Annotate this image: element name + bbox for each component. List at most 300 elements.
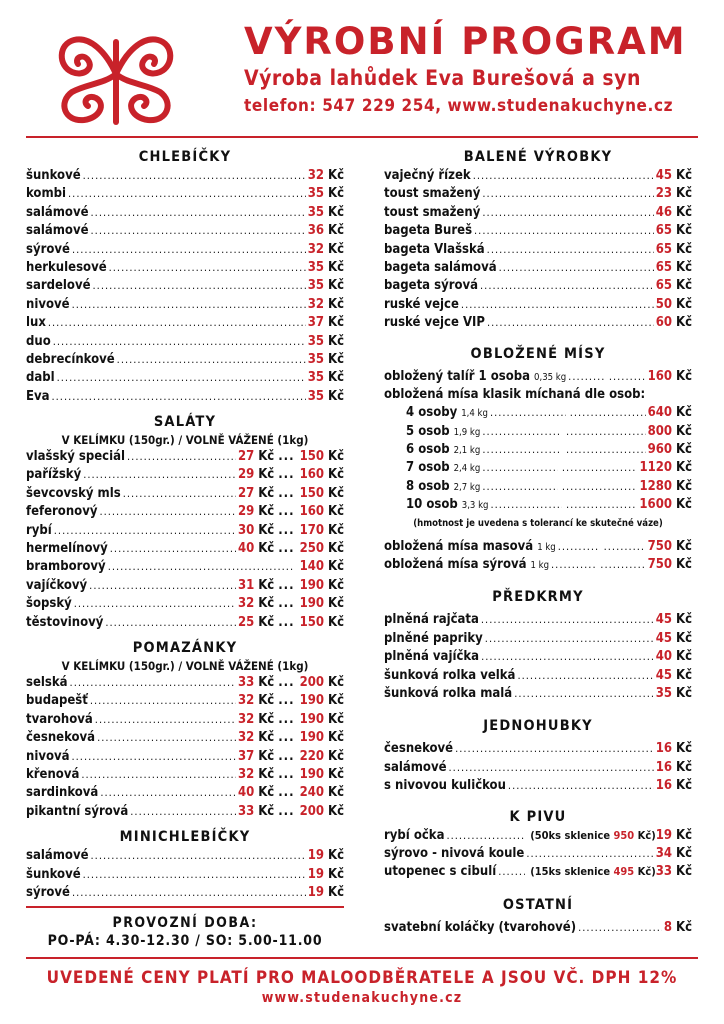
leader-dots — [482, 441, 562, 459]
leader-dots — [490, 496, 561, 514]
page-title: VÝROBNÍ PROGRAM — [244, 20, 687, 63]
leader-dots — [562, 459, 638, 477]
company-name: Výroba lahůdek Eva Burešová a syn — [244, 66, 641, 90]
leader-dots — [95, 711, 236, 729]
item-price-kg: 190 — [299, 577, 324, 593]
item-name: hermelínový — [26, 541, 108, 557]
currency: Kč — [328, 388, 344, 404]
currency: Kč — [676, 186, 692, 202]
leader-dots — [108, 558, 295, 576]
item-name: salámové — [26, 204, 89, 220]
note-text: (50ks sklenice — [530, 828, 611, 842]
leader-dots — [105, 614, 236, 632]
item-price: 750 — [647, 538, 672, 554]
currency: Kč — [328, 866, 344, 882]
currency: Kč — [328, 577, 344, 593]
leader-dots — [474, 222, 654, 240]
menu-item — [26, 277, 344, 295]
leader-dots: ... — [278, 596, 295, 612]
opening-hours-title: PROVOZNÍ DOBA: — [112, 915, 258, 931]
leader-dots — [566, 441, 646, 459]
section-ostatni — [384, 896, 692, 937]
leader-dots — [508, 777, 654, 795]
item-name: obložený talíř 1 osoba — [384, 368, 531, 384]
menu-item — [26, 259, 344, 277]
item-weight: 1,9 kg — [453, 426, 481, 438]
menu-item — [384, 648, 692, 666]
currency: Kč — [328, 559, 344, 575]
leader-dots — [461, 296, 654, 314]
item-price-kg: 190 — [299, 766, 324, 782]
currency: Kč — [328, 803, 344, 819]
currency: Kč — [675, 405, 692, 421]
item-name: ruské vejce — [384, 296, 459, 312]
currency: Kč — [676, 204, 692, 220]
leader-dots: ... — [278, 522, 295, 538]
leader-dots — [117, 351, 306, 369]
currency: Kč — [258, 766, 275, 782]
leader-dots — [83, 167, 306, 185]
item-name: šunková rolka malá — [384, 685, 513, 701]
currency: Kč — [676, 296, 692, 312]
item-price: 45 — [655, 168, 672, 183]
item-price: 32 — [237, 730, 255, 746]
item-weight: 0,35 kg — [534, 371, 567, 383]
item-price: 27 — [237, 449, 255, 465]
currency: Kč — [258, 522, 275, 538]
currency: Kč — [328, 766, 344, 782]
currency: Kč — [328, 596, 344, 612]
item-price: 16 — [655, 778, 672, 794]
leader-dots: ... — [278, 577, 295, 593]
currency: Kč — [676, 612, 692, 628]
menu-item — [384, 630, 692, 648]
item-name: utopenec s cibulí — [384, 864, 497, 880]
item-name: česneková — [26, 730, 96, 746]
currency: Kč — [328, 467, 344, 483]
item-price: 35 — [307, 333, 324, 349]
leader-dots — [473, 167, 654, 185]
item-name: plněná vajíčka — [384, 649, 480, 665]
menu-item — [26, 296, 344, 314]
item-price: 50 — [655, 296, 672, 312]
currency: Kč — [675, 497, 692, 513]
item-name: šunková rolka velká — [384, 667, 516, 683]
leader-dots — [562, 478, 638, 496]
leader-dots — [72, 884, 306, 902]
item-price: 27 — [237, 485, 255, 501]
menu-item — [384, 259, 692, 277]
currency: Kč — [258, 674, 275, 690]
item-name: tvarohová — [26, 711, 93, 727]
item-name: bageta Bureš — [384, 223, 473, 239]
item-price: 1600 — [639, 497, 672, 513]
leader-dots — [83, 866, 306, 884]
item-name: pikantní sýrová — [26, 803, 129, 819]
menu-item — [384, 611, 692, 629]
menu-item — [26, 222, 344, 240]
section-salaty — [26, 413, 344, 632]
section-title: POMAZÁNKY — [132, 639, 238, 656]
item-name: obložená mísa masová — [384, 538, 534, 554]
item-name: salámové — [26, 848, 89, 864]
item-price-kg: 160 — [299, 504, 324, 520]
currency: Kč — [676, 667, 692, 683]
leader-dots — [485, 630, 654, 648]
leader-dots — [93, 277, 306, 295]
footer-divider — [26, 957, 698, 959]
leader-dots — [551, 556, 596, 574]
menu-item — [26, 185, 344, 203]
item-price: 23 — [655, 186, 672, 202]
leader-dots — [130, 803, 236, 821]
item-name: křenová — [26, 766, 80, 782]
currency: Kč — [328, 485, 344, 501]
leader-dots: ... — [278, 614, 295, 630]
item-note — [530, 827, 655, 845]
currency: Kč — [258, 711, 275, 727]
currency: Kč — [676, 759, 692, 775]
menu-item — [26, 540, 344, 558]
item-name: pařížský — [26, 467, 82, 483]
opening-hours — [26, 915, 344, 949]
menu-item — [26, 847, 344, 865]
item-price: 65 — [655, 259, 672, 275]
section-title: K PIVU — [509, 808, 567, 825]
item-price: 35 — [655, 685, 672, 701]
item-name: salámové — [384, 759, 447, 775]
currency: Kč — [258, 504, 275, 520]
item-price: 35 — [307, 370, 324, 386]
item-name: nivové — [26, 296, 70, 312]
currency: Kč — [328, 884, 344, 900]
item-name: 7 osob — [406, 460, 450, 476]
note-price: 495 — [613, 865, 635, 879]
menu-item — [384, 827, 692, 845]
section-pomazanky — [26, 639, 344, 821]
menu-item — [384, 478, 692, 496]
leader-dots — [558, 538, 600, 556]
menu-item — [384, 496, 692, 514]
leader-dots — [52, 388, 306, 406]
menu-item — [384, 204, 692, 222]
menu-item — [26, 595, 344, 613]
item-price: 32 — [307, 296, 324, 312]
currency: Kč — [328, 848, 344, 864]
item-price: 640 — [647, 405, 672, 421]
item-name: bageta Vlašská — [384, 241, 485, 257]
item-name: 10 osob — [406, 497, 458, 513]
currency: Kč — [328, 504, 344, 520]
menu-item — [26, 784, 344, 802]
item-price: 65 — [655, 278, 672, 294]
left-column — [26, 148, 344, 902]
currency: Kč — [258, 467, 275, 483]
leader-dots — [481, 611, 654, 629]
item-name: s nivovou kuličkou — [384, 778, 506, 794]
menu-item — [26, 558, 344, 576]
item-name: rybí očka — [384, 827, 445, 843]
item-price: 33 — [237, 803, 255, 819]
item-name: bageta salámová — [384, 259, 497, 275]
item-price-kg: 140 — [299, 559, 324, 575]
item-name: svatební koláčky (tvarohové) — [384, 919, 577, 935]
item-name: debrecínkové — [26, 351, 115, 367]
currency: Kč — [676, 649, 692, 665]
menu-item — [384, 241, 692, 259]
currency: Kč — [328, 241, 344, 257]
leader-dots — [482, 204, 653, 222]
leader-dots — [480, 277, 654, 295]
item-price: 46 — [655, 204, 672, 220]
leader-dots — [514, 685, 654, 703]
item-name: bageta sýrová — [384, 278, 479, 294]
item-name: nivová — [26, 748, 70, 764]
item-name: feferonový — [26, 504, 98, 520]
item-price: 45 — [655, 612, 672, 628]
item-price: 60 — [655, 315, 672, 331]
leader-dots — [600, 556, 645, 574]
currency: Kč — [676, 630, 692, 646]
item-name: selská — [26, 674, 68, 690]
note-price: 950 — [613, 828, 635, 842]
item-price-kg: 200 — [299, 803, 324, 819]
item-price-kg: 190 — [299, 693, 324, 709]
leader-dots — [578, 919, 662, 937]
item-price: 37 — [307, 315, 324, 331]
leader-dots — [446, 827, 525, 845]
menu-item — [26, 485, 344, 503]
leader-dots — [127, 448, 236, 466]
item-price-kg: 160 — [299, 467, 324, 483]
leader-dots — [54, 522, 236, 540]
leader-dots: ... — [278, 504, 295, 520]
weight-note: (hmotnost je uvedena s tolerancí ke skutečné váze) — [413, 517, 663, 529]
item-price-kg: 190 — [299, 730, 324, 746]
item-name: bramborový — [26, 559, 106, 575]
item-name: dabl — [26, 370, 55, 386]
leader-dots: ... — [278, 730, 295, 746]
leader-dots — [74, 595, 236, 613]
item-weight: 3,3 kg — [461, 500, 489, 512]
section-title: JEDNOHUBKY — [483, 718, 593, 735]
leader-dots: ... — [278, 803, 295, 819]
menu-item — [26, 241, 344, 259]
leader-dots: ... — [278, 449, 295, 465]
currency: Kč — [328, 370, 344, 386]
item-name: vlašský speciál — [26, 449, 126, 465]
currency: Kč — [328, 315, 344, 331]
item-price: 30 — [237, 522, 255, 538]
currency: Kč — [676, 864, 692, 880]
currency: Kč — [258, 614, 275, 630]
menu-item — [26, 577, 344, 595]
menu-item — [384, 368, 692, 386]
currency: Kč — [676, 241, 692, 257]
currency: Kč — [675, 423, 692, 439]
menu-item — [26, 803, 344, 821]
currency: Kč — [328, 785, 344, 801]
item-price-kg: 240 — [299, 785, 324, 801]
section-jednohubky — [384, 717, 692, 795]
currency: Kč — [328, 278, 344, 294]
leader-dots: ... — [278, 766, 295, 782]
currency: Kč — [328, 674, 344, 690]
footer-website: www.studenakuchyne.cz — [261, 990, 463, 1006]
currency: Kč — [328, 223, 344, 239]
menu-item — [26, 884, 344, 902]
currency: Kč — [328, 730, 344, 746]
currency: Kč — [328, 296, 344, 312]
menu-item — [26, 674, 344, 692]
currency: Kč — [676, 315, 692, 331]
leader-dots: ... — [278, 693, 295, 709]
item-name: šunkové — [26, 866, 81, 882]
item-price: 750 — [647, 557, 672, 573]
item-price: 35 — [307, 351, 324, 367]
leader-dots — [517, 667, 653, 685]
menu-item — [26, 522, 344, 540]
item-price: 36 — [307, 223, 324, 239]
item-weight: 1 kg — [537, 541, 556, 553]
item-price: 800 — [647, 423, 672, 439]
currency: Kč — [676, 460, 692, 476]
item-name: duo — [26, 333, 51, 349]
item-price-kg: 170 — [299, 522, 324, 538]
currency: Kč — [676, 827, 692, 843]
menu-item — [26, 466, 344, 484]
leader-dots — [449, 759, 654, 777]
menu-item — [26, 503, 344, 521]
item-price-kg: 150 — [299, 485, 324, 501]
item-price: 160 — [647, 368, 672, 384]
menu-item — [384, 667, 692, 685]
leader-dots: ... — [278, 541, 295, 557]
item-price: 65 — [655, 241, 672, 257]
leader-dots: ... — [278, 785, 295, 801]
item-price-kg: 150 — [299, 449, 324, 465]
section-balene — [384, 148, 692, 333]
currency: Kč — [676, 278, 692, 294]
currency: Kč — [258, 485, 275, 501]
item-name: rybí — [26, 522, 52, 538]
contact-line: telefon: 547 229 254, www.studenakuchyne.cz — [244, 96, 674, 116]
leader-dots — [609, 368, 646, 386]
leader-dots — [91, 222, 306, 240]
leader-dots — [123, 485, 236, 503]
leader-dots — [72, 241, 306, 259]
leader-dots: ... — [278, 485, 295, 501]
menu-item — [26, 866, 344, 884]
currency: Kč — [676, 168, 692, 183]
klasik-label: obložená mísa klasik míchaná dle osob: — [384, 386, 646, 402]
item-name: obložená mísa sýrová — [384, 557, 527, 573]
item-name: ševcovský mls — [26, 485, 121, 501]
item-weight: 1,4 kg — [461, 408, 488, 420]
currency: Kč — [676, 919, 692, 935]
menu-item — [384, 777, 692, 795]
leader-dots — [110, 540, 236, 558]
leader-dots — [482, 478, 558, 496]
section-title: PŘEDKRMY — [492, 589, 584, 606]
section-title: SALÁTY — [153, 414, 217, 431]
item-price: 16 — [655, 759, 672, 775]
item-price: 35 — [307, 204, 324, 220]
item-name: plněné papriky — [384, 630, 483, 646]
menu-item — [384, 759, 692, 777]
currency: Kč — [328, 449, 344, 465]
leader-dots — [53, 333, 306, 351]
menu-item — [384, 314, 692, 332]
butterfly-swirl-logo-icon — [50, 22, 182, 126]
item-price: 45 — [655, 630, 672, 646]
leader-dots — [481, 648, 654, 666]
menu-item — [26, 729, 344, 747]
note-text: Kč) — [637, 828, 656, 842]
section-title: OSTATNÍ — [502, 896, 574, 913]
item-name: sýrovo - nivová koule — [384, 845, 525, 861]
section-minichlebicky — [26, 828, 344, 902]
currency: Kč — [258, 785, 275, 801]
menu-item — [26, 204, 344, 222]
leader-dots: ... — [278, 748, 295, 764]
currency: Kč — [258, 449, 275, 465]
item-weight: 2,7 kg — [453, 481, 481, 493]
item-price: 19 — [655, 827, 672, 843]
item-name: sýrové — [26, 241, 70, 257]
menu-item — [384, 222, 692, 240]
item-name: sardinková — [26, 785, 99, 801]
leader-dots: ... — [278, 467, 295, 483]
currency: Kč — [675, 557, 692, 573]
menu-item — [26, 351, 344, 369]
menu-item — [384, 277, 692, 295]
menu-item — [26, 314, 344, 332]
item-price-kg: 220 — [299, 748, 324, 764]
leader-dots — [568, 368, 605, 386]
item-name: budapešť — [26, 693, 88, 709]
item-price: 35 — [307, 259, 324, 275]
item-name: šunkové — [26, 168, 81, 183]
item-price: 32 — [237, 693, 255, 709]
item-price: 16 — [655, 741, 672, 757]
leader-dots — [97, 729, 236, 747]
currency: Kč — [328, 748, 344, 764]
leader-dots — [490, 404, 566, 422]
currency: Kč — [328, 614, 344, 630]
menu-item — [384, 740, 692, 758]
section-title: BALENÉ VÝROBKY — [463, 149, 613, 165]
header-divider — [26, 136, 698, 138]
item-price-kg: 190 — [299, 596, 324, 612]
item-price: 1280 — [639, 478, 672, 494]
item-price: 33 — [237, 674, 255, 690]
menu-item — [384, 863, 692, 881]
item-price: 33 — [655, 864, 672, 880]
item-price: 34 — [655, 845, 672, 861]
item-name: šopský — [26, 596, 72, 612]
leader-dots — [83, 466, 236, 484]
currency: Kč — [258, 541, 275, 557]
item-price: 40 — [237, 541, 255, 557]
currency: Kč — [676, 223, 692, 239]
item-name: toust smažený — [384, 186, 481, 202]
hours-divider — [26, 906, 344, 908]
item-price: 40 — [237, 785, 255, 801]
menu-item — [26, 711, 344, 729]
leader-dots — [70, 674, 236, 692]
item-price: 45 — [655, 667, 672, 683]
